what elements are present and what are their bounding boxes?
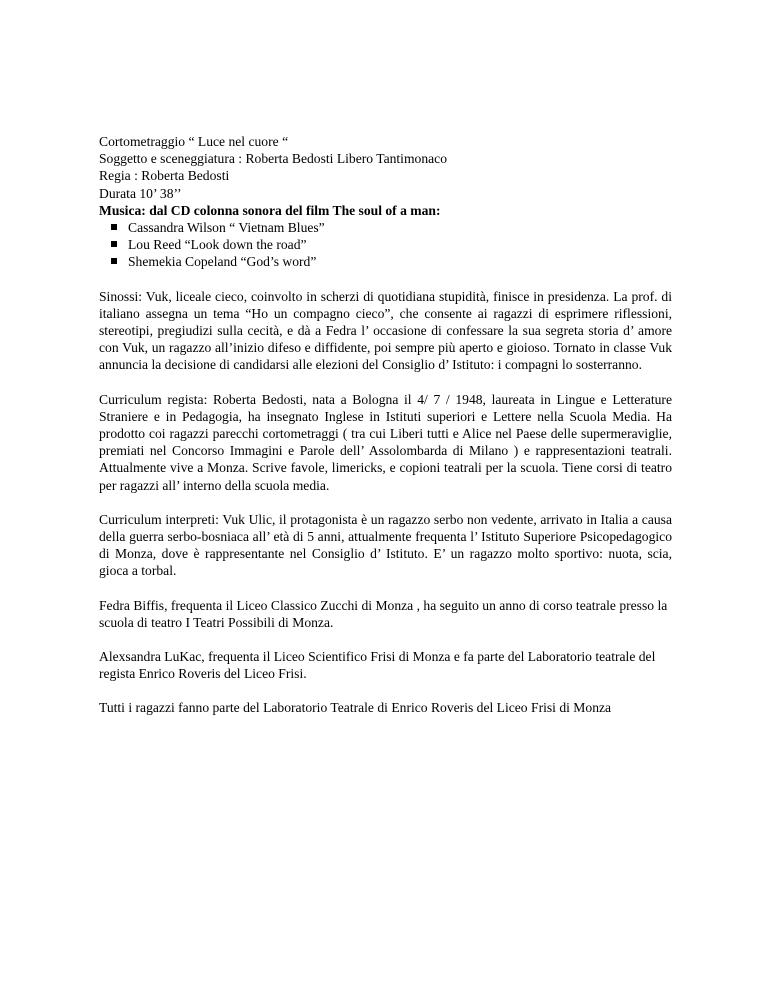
track-label: Cassandra Wilson “ Vietnam Blues” — [128, 220, 325, 236]
closing-paragraph: Tutti i ragazzi fanno parte del Laboratorio Teatrale di Enrico Roveris del Liceo Frisi di Monza — [99, 700, 612, 716]
fedra-paragraph: Fedra Biffis, frequenta il Liceo Classico Zucchi di Monza , ha seguito un anno di corso teatrale presso la scuola di teatro I Teatri Possibili di Monza. — [99, 597, 668, 630]
square-bullet-icon — [111, 224, 117, 230]
list-item — [99, 219, 672, 236]
square-bullet-icon — [111, 241, 117, 247]
document-page — [99, 133, 672, 717]
square-bullet-icon — [111, 258, 117, 264]
track-label: Lou Reed “Look down the road” — [128, 237, 307, 253]
duration-line: Durata 10’ 38’’ — [99, 185, 182, 201]
music-heading: Musica: dal CD colonna sonora del film The soul of a man: — [99, 202, 441, 218]
actors-cv-paragraph: Curriculum interpreti: Vuk Ulic, il protagonista è un ragazzo serbo non vedente, arrivato in Italia a causa della guerra serbo-bosniaca all’ età di 5 anni, attualmente frequenta l’ Istituto Superiore Psicopedagogico di Monza, dove è rappresentante nel Consiglio d’ Istituto. E’ un ragazzo molto sportivo: nuota, scia, gioca a torbal. — [99, 511, 672, 579]
direction-credits-line: Regia : Roberta Bedosti — [99, 168, 230, 184]
list-item — [99, 236, 672, 253]
list-item — [99, 253, 672, 270]
soundtrack-list — [99, 219, 672, 271]
film-title-line: Cortometraggio “ Luce nel cuore “ — [99, 134, 289, 149]
director-cv-paragraph: Curriculum regista: Roberta Bedosti, nata a Bologna il 4/ 7 / 1948, laureata in Lingue e Letterature Straniere e in Pedagogia, ha insegnato Inglese in Istituti superiori e Lettere nella Scuola Media. Ha prodotto coi ragazzi parecchi cortometraggi ( tra cui Liberi tutti e Alice nel Paese delle supermeraviglie, premiati nel Concorso Immagini e Parole dell’ Assolombarda di Milano ) e rappresentazioni teatrali. Attualmente vive a Monza. Scrive favole, limericks, e copioni teatrali per la scuola. Tiene corsi di teatro per ragazzi all’ interno della scuola media. — [99, 391, 672, 493]
track-label: Shemekia Copeland “God’s word” — [128, 254, 317, 270]
alexsandra-paragraph: Alexsandra LuKac, frequenta il Liceo Scientifico Frisi di Monza e fa parte del Laboratorio teatrale del regista Enrico Roveris del Liceo Frisi. — [99, 649, 656, 682]
writing-credits-line: Soggetto e sceneggiatura : Roberta Bedosti Libero Tantimonaco — [99, 151, 447, 167]
synopsis-paragraph: Sinossi: Vuk, liceale cieco, coinvolto in scherzi di quotidiana stupidità, finisce in presidenza. La prof. di italiano assegna un tema “Ho un compagno cieco”, che consente ai ragazzi di esprimere riflessioni, stereotipi, pregiudizi sulla cecità, e dà a Fedra l’ occasione di confessare la sua segreta storia d’ amore con Vuk, un ragazzo all’inizio difeso e diffidente, poi sempre più aperto e gioioso. Tornato in classe Vuk annuncia la decisione di candidarsi alle elezioni del Consiglio d’ Istituto: i compagni lo sosterranno. — [99, 288, 672, 373]
